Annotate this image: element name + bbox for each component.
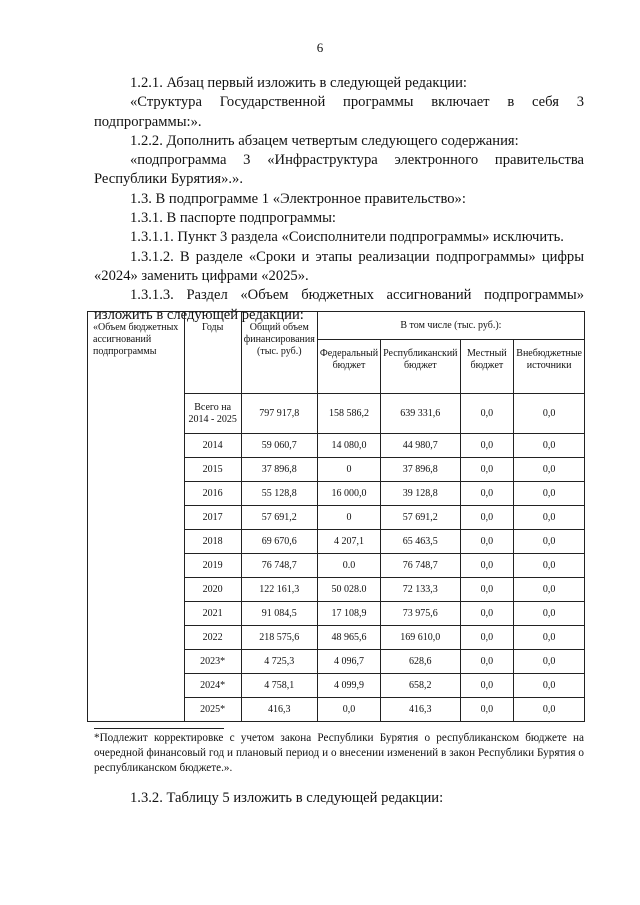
cell-year: 2018 xyxy=(184,530,241,554)
cell-extra: 0,0 xyxy=(514,578,585,602)
cell-extra: 0,0 xyxy=(514,698,585,722)
cell-republic: 73 975,6 xyxy=(381,602,460,626)
cell-total: 76 748,7 xyxy=(241,554,317,578)
cell-year: 2015 xyxy=(184,458,241,482)
cell-extra: 0,0 xyxy=(514,506,585,530)
cell-federal: 4 099,9 xyxy=(317,674,380,698)
cell-local: 0,0 xyxy=(460,578,514,602)
cell-local: 0,0 xyxy=(460,394,514,434)
cell-republic: 39 128,8 xyxy=(381,482,460,506)
cell-republic: 65 463,5 xyxy=(381,530,460,554)
cell-federal: 0,0 xyxy=(317,698,380,722)
cell-extra: 0,0 xyxy=(514,602,585,626)
cell-federal: 0 xyxy=(317,458,380,482)
paragraph: 1.3.1.3. Раздел «Объем бюджетных ассигнований подпрограммы» изложить в следующей редакции: xyxy=(94,287,584,323)
cell-total: 59 060,7 xyxy=(241,434,317,458)
paragraph: 1.3. В подпрограмме 1 «Электронное правительство»: xyxy=(130,190,466,207)
cell-total: 797 917,8 xyxy=(241,394,317,434)
cell-republic: 658,2 xyxy=(381,674,460,698)
cell-extra: 0,0 xyxy=(514,626,585,650)
cell-extra: 0,0 xyxy=(514,482,585,506)
cell-republic: 169 610,0 xyxy=(381,626,460,650)
cell-extra: 0,0 xyxy=(514,554,585,578)
header-federal: Федеральный бюджет xyxy=(317,340,380,394)
cell-federal: 4 207,1 xyxy=(317,530,380,554)
cell-extra: 0,0 xyxy=(514,530,585,554)
cell-total: 4 725,3 xyxy=(241,650,317,674)
cell-republic: 44 980,7 xyxy=(381,434,460,458)
cell-local: 0,0 xyxy=(460,674,514,698)
cell-total: 91 084,5 xyxy=(241,602,317,626)
cell-republic: 76 748,7 xyxy=(381,554,460,578)
cell-local: 0,0 xyxy=(460,626,514,650)
cell-extra: 0,0 xyxy=(514,434,585,458)
cell-federal: 158 586,2 xyxy=(317,394,380,434)
cell-federal: 0.0 xyxy=(317,554,380,578)
paragraph: «подпрограмма 3 «Инфраструктура электронного правительства Республики Бурятия».». xyxy=(94,152,584,188)
cell-year: 2014 xyxy=(184,434,241,458)
cell-extra: 0,0 xyxy=(514,458,585,482)
cell-federal: 50 028.0 xyxy=(317,578,380,602)
table-first-cell: «Объем бюджетных ассигнований подпрограммы xyxy=(88,312,185,722)
paragraph: 1.3.2. Таблицу 5 изложить в следующей редакции: xyxy=(130,790,444,806)
footnote-divider xyxy=(94,728,224,729)
cell-local: 0,0 xyxy=(460,506,514,530)
cell-local: 0,0 xyxy=(460,434,514,458)
budget-table xyxy=(87,311,585,722)
header-extra: Внебюджетные источники xyxy=(514,340,585,394)
paragraph: 1.3.1. В паспорте подпрограммы: xyxy=(130,210,336,227)
header-years: Годы xyxy=(184,312,241,394)
cell-year: 2021 xyxy=(184,602,241,626)
header-total: Общий объем финансирования (тыс. руб.) xyxy=(241,312,317,394)
paragraph: «Структура Государственной программы включает в себя 3 подпрограммы:». xyxy=(94,94,584,130)
cell-local: 0,0 xyxy=(460,482,514,506)
cell-year: 2025* xyxy=(184,698,241,722)
cell-total: 416,3 xyxy=(241,698,317,722)
cell-federal: 48 965,6 xyxy=(317,626,380,650)
paragraph: 1.3.1.1. Пункт 3 раздела «Соисполнители подпрограммы» исключить. xyxy=(130,229,564,246)
header-republic: Республиканский бюджет xyxy=(381,340,460,394)
cell-total: 122 161,3 xyxy=(241,578,317,602)
paragraph: 1.2.2. Дополнить абзацем четвертым следующего содержания: xyxy=(130,132,519,149)
body-text xyxy=(94,74,584,325)
cell-federal: 4 096,7 xyxy=(317,650,380,674)
cell-year: 2016 xyxy=(184,482,241,506)
header-local: Местный бюджет xyxy=(460,340,514,394)
paragraph: 1.3.1.2. В разделе «Сроки и этапы реализации подпрограммы» цифры «2024» заменить цифрами «2025». xyxy=(94,248,584,284)
cell-total: 57 691,2 xyxy=(241,506,317,530)
cell-total: 218 575,6 xyxy=(241,626,317,650)
header-including: В том числе (тыс. руб.): xyxy=(317,312,584,340)
cell-year: 2022 xyxy=(184,626,241,650)
cell-total: 69 670,6 xyxy=(241,530,317,554)
cell-year: 2023* xyxy=(184,650,241,674)
cell-republic: 37 896,8 xyxy=(381,458,460,482)
cell-republic: 72 133,3 xyxy=(381,578,460,602)
cell-republic: 628,6 xyxy=(381,650,460,674)
cell-local: 0,0 xyxy=(460,698,514,722)
cell-federal: 16 000,0 xyxy=(317,482,380,506)
cell-extra: 0,0 xyxy=(514,394,585,434)
cell-federal: 17 108,9 xyxy=(317,602,380,626)
cell-local: 0,0 xyxy=(460,602,514,626)
cell-total: 37 896,8 xyxy=(241,458,317,482)
cell-year: Всего на 2014 - 2025 xyxy=(184,394,241,434)
cell-year: 2019 xyxy=(184,554,241,578)
cell-republic: 416,3 xyxy=(381,698,460,722)
cell-extra: 0,0 xyxy=(514,674,585,698)
cell-year: 2020 xyxy=(184,578,241,602)
cell-republic: 57 691,2 xyxy=(381,506,460,530)
cell-local: 0,0 xyxy=(460,554,514,578)
cell-federal: 14 080,0 xyxy=(317,434,380,458)
cell-total: 55 128,8 xyxy=(241,482,317,506)
cell-local: 0,0 xyxy=(460,458,514,482)
page-number: 6 xyxy=(316,40,324,55)
cell-federal: 0 xyxy=(317,506,380,530)
paragraph: 1.2.1. Абзац первый изложить в следующей редакции: xyxy=(130,75,467,91)
cell-year: 2017 xyxy=(184,506,241,530)
cell-year: 2024* xyxy=(184,674,241,698)
cell-local: 0,0 xyxy=(460,650,514,674)
cell-total: 4 758,1 xyxy=(241,674,317,698)
cell-extra: 0,0 xyxy=(514,650,585,674)
footnote: *Подлежит корректировке с учетом закона Республики Бурятия о республиканском бюджете на очередной финансовый год и плановый период и о внесении изменений в закон Республики Бурятия о республиканском бюджете.». xyxy=(94,732,584,774)
cell-local: 0,0 xyxy=(460,530,514,554)
cell-republic: 639 331,6 xyxy=(381,394,460,434)
